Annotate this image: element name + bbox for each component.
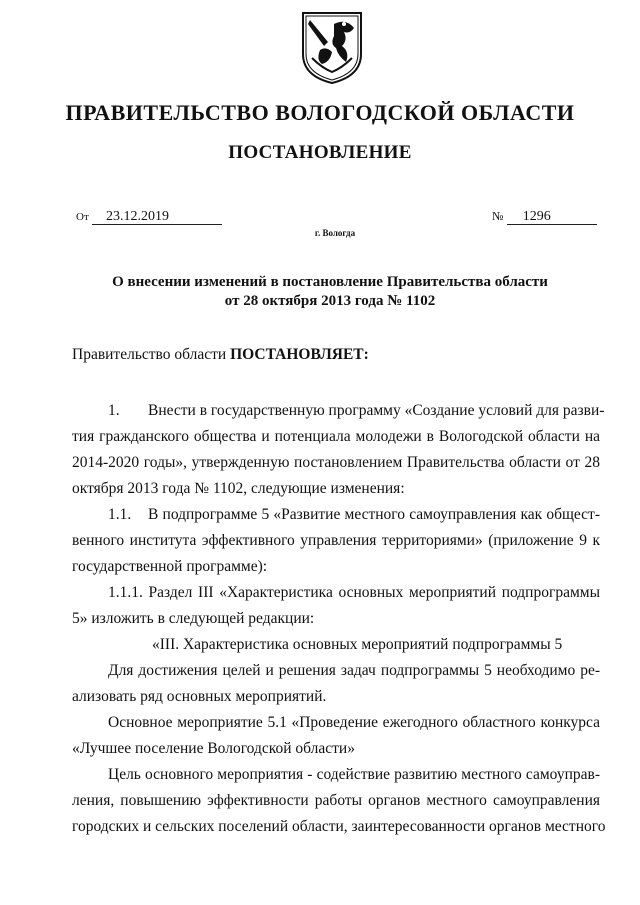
paragraph-7: [72, 762, 606, 840]
preamble-text: Правительство области: [72, 346, 231, 363]
paragraph-1-line-3: 2014-2020 годы», утвержденную постановлением Правительства области от 28: [72, 454, 600, 471]
paragraph-6-line-1: Основное мероприятие 5.1 «Проведение ежегодного областного конкурса: [108, 714, 600, 731]
paragraph-3: [72, 580, 600, 632]
paragraph-3-line-1: 1.1.1. Раздел III «Характеристика основных мероприятий подпрограммы: [108, 584, 600, 601]
number-field: [492, 208, 597, 225]
document-body: [72, 398, 606, 840]
number-value: 1296: [507, 209, 597, 225]
item-number: 1.: [108, 402, 120, 419]
date-field: [76, 208, 222, 225]
preamble-bold: ПОСТАНОВЛЯЕТ:: [230, 346, 369, 363]
number-label: №: [492, 209, 504, 223]
paragraph-1-line-2: тия гражданского общества и потенциала молодежи в Вологодской области на: [72, 428, 600, 445]
paragraph-6: [72, 710, 600, 762]
paragraph-6-line-2: «Лучшее поселение Вологодской области»: [72, 740, 355, 757]
paragraph-5-line-1: Для достижения целей и решения задач подпрограммы 5 необходимо ре-: [108, 662, 600, 679]
date-label: От: [76, 211, 89, 223]
paragraph-7-line-3: городских и сельских поселений области, заинтересованности органов местного: [72, 818, 606, 835]
heading-line-1: О внесении изменений в постановление Правительства области: [112, 274, 548, 290]
paragraph-7-line-1: Цель основного мероприятия - содействие развитию местного самоуправ-: [108, 766, 600, 783]
coat-of-arms-emblem: [300, 10, 364, 86]
government-title: ПРАВИТЕЛЬСТВО ВОЛОГОДСКОЙ ОБЛАСТИ: [65, 100, 575, 125]
paragraph-1-line-4: октября 2013 года № 1102, следующие изменения:: [72, 480, 405, 497]
paragraph-2-line-3: государственной программе):: [72, 558, 268, 575]
paragraph-2-line-2: венного института эффективного управления территориями» (приложение 9 к: [72, 532, 600, 549]
paragraph-2: [72, 502, 600, 580]
paragraph-2-line-1: 1.1. В подпрограмме 5 «Развитие местного самоуправления как общест-: [72, 502, 600, 528]
paragraph-3-line-2: 5» изложить в следующей редакции:: [72, 610, 315, 627]
document-type: ПОСТАНОВЛЕНИЕ: [228, 142, 412, 163]
paragraph-4: [72, 632, 600, 658]
preamble: [72, 342, 600, 368]
paragraph-5: [72, 658, 600, 710]
paragraph-1-line-1: 1. Внести в государственную программу «Создание условий для разви-: [72, 398, 600, 424]
date-value: 23.12.2019: [92, 209, 222, 225]
section-heading: «III. Характеристика основных мероприятий подпрограммы 5: [152, 636, 563, 653]
paragraph-5-line-2: ализовать ряд основных мероприятий.: [72, 688, 327, 705]
heading-line-2: от 28 октября 2013 года № 1102: [224, 293, 436, 309]
paragraph-7-line-2: ления, повышению эффективности работы органов местного самоуправления: [72, 792, 600, 809]
subitem-number: 1.1.: [108, 506, 132, 523]
city-label: г. Вологда: [314, 228, 356, 238]
paragraph-1: [72, 398, 605, 502]
document-heading: [60, 273, 600, 311]
